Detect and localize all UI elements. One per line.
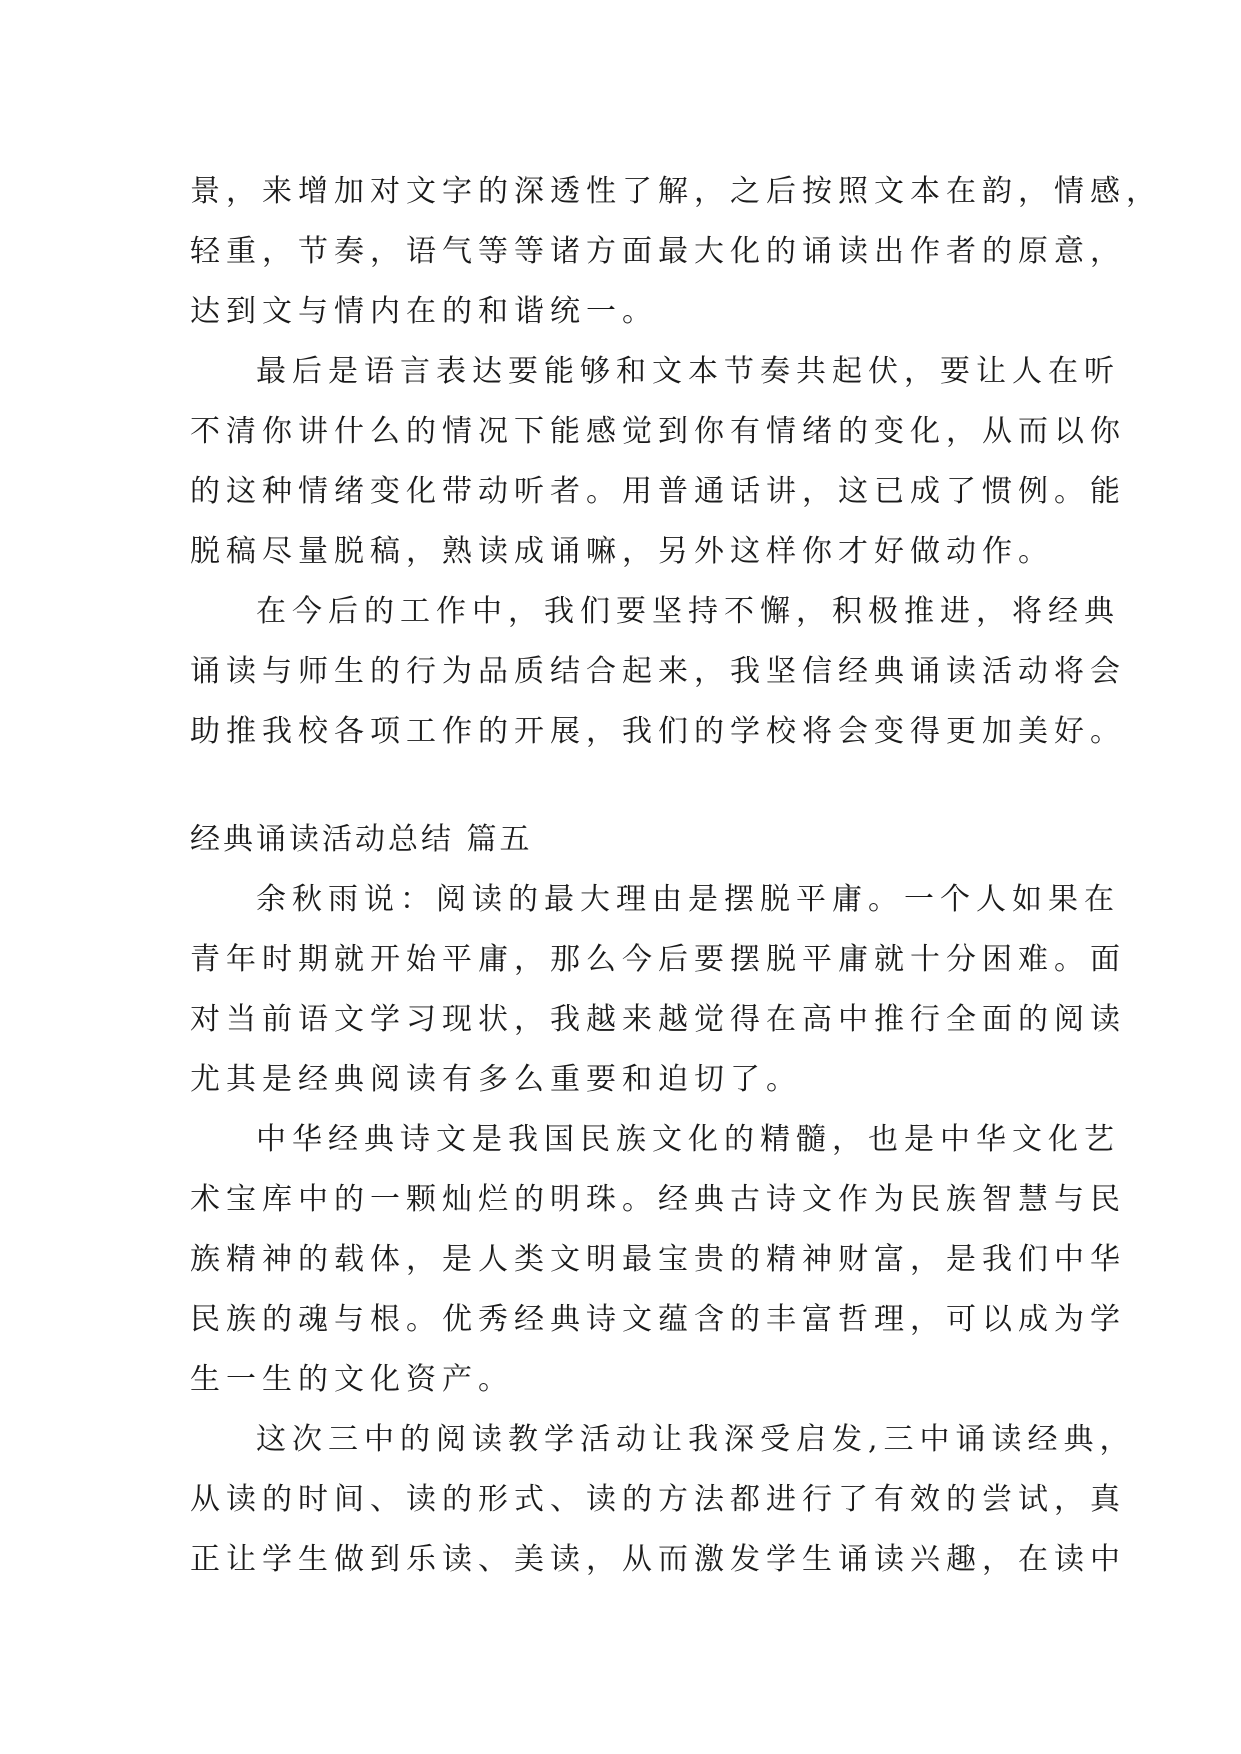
- paragraph-line: 这次三中的阅读教学活动让我深受启发,三中诵读经典，: [256, 1422, 1136, 1457]
- paragraph-line: 的这种情绪变化带动听者。用普通话讲，这已成了惯例。能: [190, 474, 1126, 509]
- paragraph-line: 最后是语言表达要能够和文本节奏共起伏，要让人在听: [256, 354, 1120, 389]
- paragraph-line: 不清你讲什么的情况下能感觉到你有情绪的变化，从而以你: [190, 414, 1126, 449]
- paragraph-line: 脱稿尽量脱稿，熟读成诵嘛，另外这样你才好做动作。: [190, 534, 1054, 569]
- paragraph-line: 余秋雨说：阅读的最大理由是摆脱平庸。一个人如果在: [256, 882, 1120, 917]
- paragraph-line: 尤其是经典阅读有多么重要和迫切了。: [190, 1062, 802, 1097]
- paragraph-line: 景，来增加对文字的深透性了解，之后按照文本在韵，情感，: [190, 174, 1162, 209]
- section-heading: 经典诵读活动总结 篇五: [190, 822, 533, 857]
- paragraph-line: 从读的时间、读的形式、读的方法都进行了有效的尝试，真: [190, 1482, 1126, 1517]
- paragraph-line: 正让学生做到乐读、美读，从而激发学生诵读兴趣，在读中: [190, 1542, 1126, 1577]
- document-page: [190, 162, 1162, 1590]
- paragraph-line: 轻重，节奏，语气等等诸方面最大化的诵读出作者的原意，: [190, 234, 1126, 269]
- paragraph-line: 族精神的载体，是人类文明最宝贵的精神财富，是我们中华: [190, 1242, 1126, 1277]
- paragraph: [190, 1110, 1126, 1410]
- paragraph-line: 对当前语文学习现状，我越来越觉得在高中推行全面的阅读: [190, 1002, 1126, 1037]
- paragraph-line: 达到文与情内在的和谐统一。: [190, 294, 658, 329]
- paragraph-line: 民族的魂与根。优秀经典诗文蕴含的丰富哲理，可以成为学: [190, 1302, 1126, 1337]
- paragraph: [190, 342, 1126, 582]
- paragraph-line: 青年时期就开始平庸，那么今后要摆脱平庸就十分困难。面: [190, 942, 1126, 977]
- paragraph: [190, 1410, 1136, 1590]
- paragraph-line: 助推我校各项工作的开展，我们的学校将会变得更加美好。: [190, 714, 1126, 749]
- paragraph-line: 在今后的工作中，我们要坚持不懈，积极推进，将经典: [256, 594, 1120, 629]
- paragraph: [190, 870, 1126, 1110]
- paragraph-line: 术宝库中的一颗灿烂的明珠。经典古诗文作为民族智慧与民: [190, 1182, 1126, 1217]
- paragraph: [190, 162, 1162, 342]
- paragraph: [190, 582, 1126, 762]
- paragraph-line: 生一生的文化资产。: [190, 1362, 514, 1397]
- paragraph-line: 中华经典诗文是我国民族文化的精髓，也是中华文化艺: [256, 1122, 1120, 1157]
- paragraph-line: 诵读与师生的行为品质结合起来，我坚信经典诵读活动将会: [190, 654, 1126, 689]
